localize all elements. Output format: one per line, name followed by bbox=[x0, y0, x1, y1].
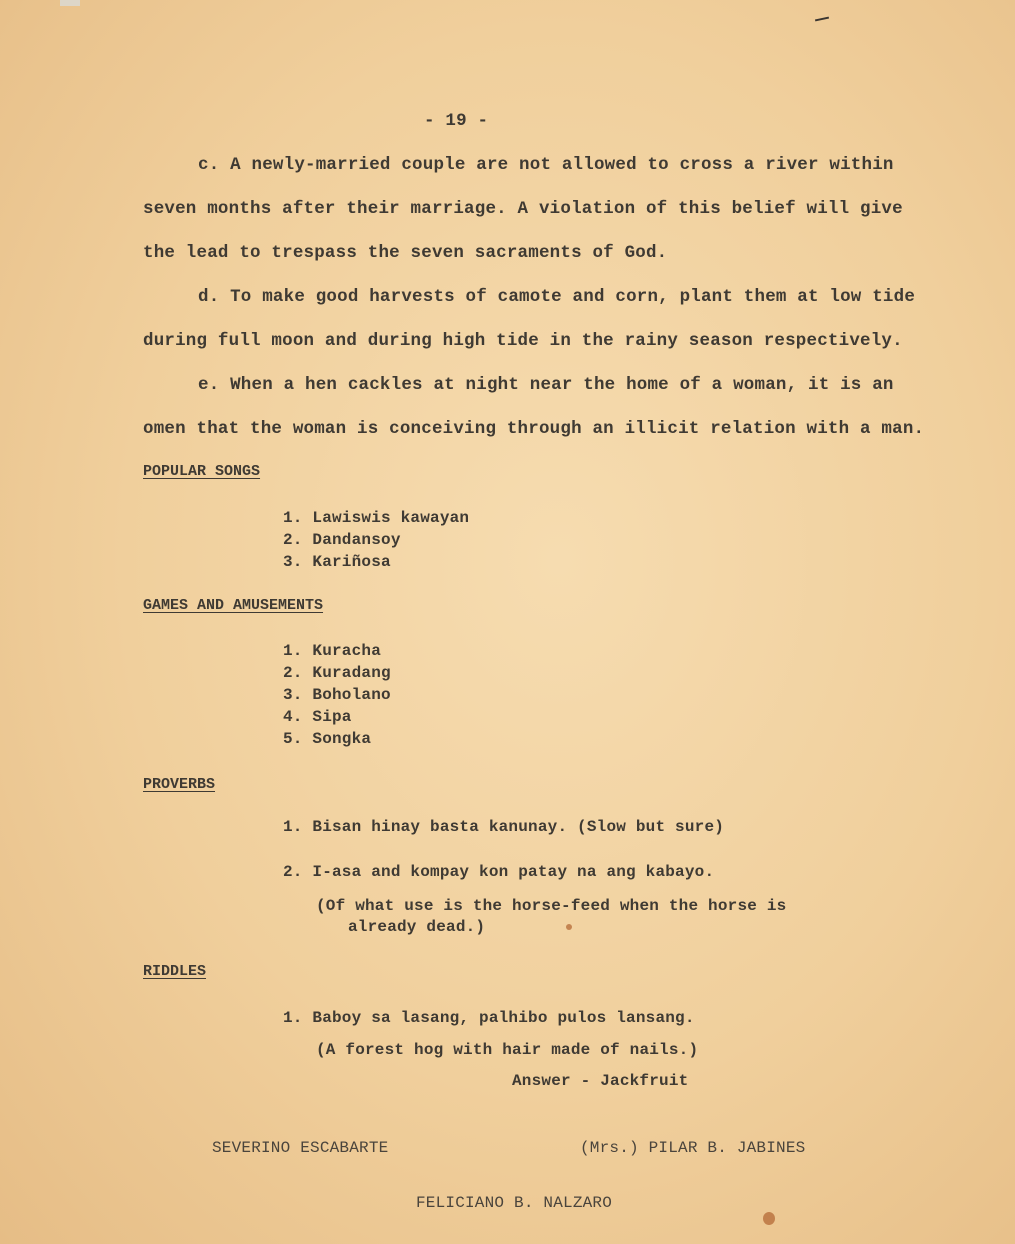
proverb-item: 2. I-asa and kompay kon patay na ang kabayo. bbox=[283, 863, 715, 881]
game-item: 4. Sipa bbox=[283, 708, 352, 726]
riddle-item: 1. Baboy sa lasang, palhibo pulos lansang. bbox=[283, 1009, 695, 1027]
riddle-translation: (A forest hog with hair made of nails.) bbox=[316, 1041, 699, 1059]
riddle-answer: Answer - Jackfruit bbox=[512, 1072, 689, 1090]
belief-e-line-1: e. When a hen cackles at night near the home of a woman, it is an bbox=[198, 375, 894, 395]
riddles-heading: RIDDLES bbox=[143, 963, 207, 980]
proverbs-heading: PROVERBS bbox=[143, 776, 216, 793]
song-item: 3. Kariñosa bbox=[283, 553, 391, 571]
game-item: 1. Kuracha bbox=[283, 642, 382, 660]
belief-d-line-2: during full moon and during high tide in the rainy season respectively. bbox=[143, 331, 903, 351]
signatory-right: (Mrs.) PILAR B. JABINES bbox=[580, 1139, 806, 1157]
proverb-translation-line-1: (Of what use is the horse-feed when the horse is bbox=[316, 897, 787, 915]
belief-c-line-3: the lead to trespass the seven sacraments of God. bbox=[143, 243, 668, 263]
signatory-center: FELICIANO B. NALZARO bbox=[416, 1194, 613, 1212]
belief-d-line-1: d. To make good harvests of camote and corn, plant them at low tide bbox=[198, 287, 916, 307]
ink-stain bbox=[763, 1212, 775, 1225]
belief-c-line-2: seven months after their marriage. A violation of this belief will give bbox=[143, 199, 903, 219]
paper-tab bbox=[60, 0, 80, 6]
proverb-item: 1. Bisan hinay basta kanunay. (Slow but sure) bbox=[283, 818, 725, 836]
game-item: 5. Songka bbox=[283, 730, 372, 748]
song-item: 2. Dandansoy bbox=[283, 531, 401, 549]
ink-stain bbox=[566, 924, 572, 930]
page-number: - 19 - bbox=[424, 111, 489, 131]
popular-songs-heading: POPULAR SONGS bbox=[143, 463, 261, 480]
games-heading: GAMES AND AMUSEMENTS bbox=[143, 597, 324, 614]
song-item: 1. Lawiswis kawayan bbox=[283, 509, 470, 527]
pen-mark bbox=[815, 17, 829, 22]
belief-c-line-1: c. A newly-married couple are not allowed to cross a river within bbox=[198, 155, 894, 175]
signatory-left: SEVERINO ESCABARTE bbox=[212, 1139, 389, 1157]
proverb-translation-line-2: already dead.) bbox=[348, 918, 486, 936]
game-item: 2. Kuradang bbox=[283, 664, 391, 682]
game-item: 3. Boholano bbox=[283, 686, 391, 704]
belief-e-line-2: omen that the woman is conceiving through an illicit relation with a man. bbox=[143, 419, 925, 439]
